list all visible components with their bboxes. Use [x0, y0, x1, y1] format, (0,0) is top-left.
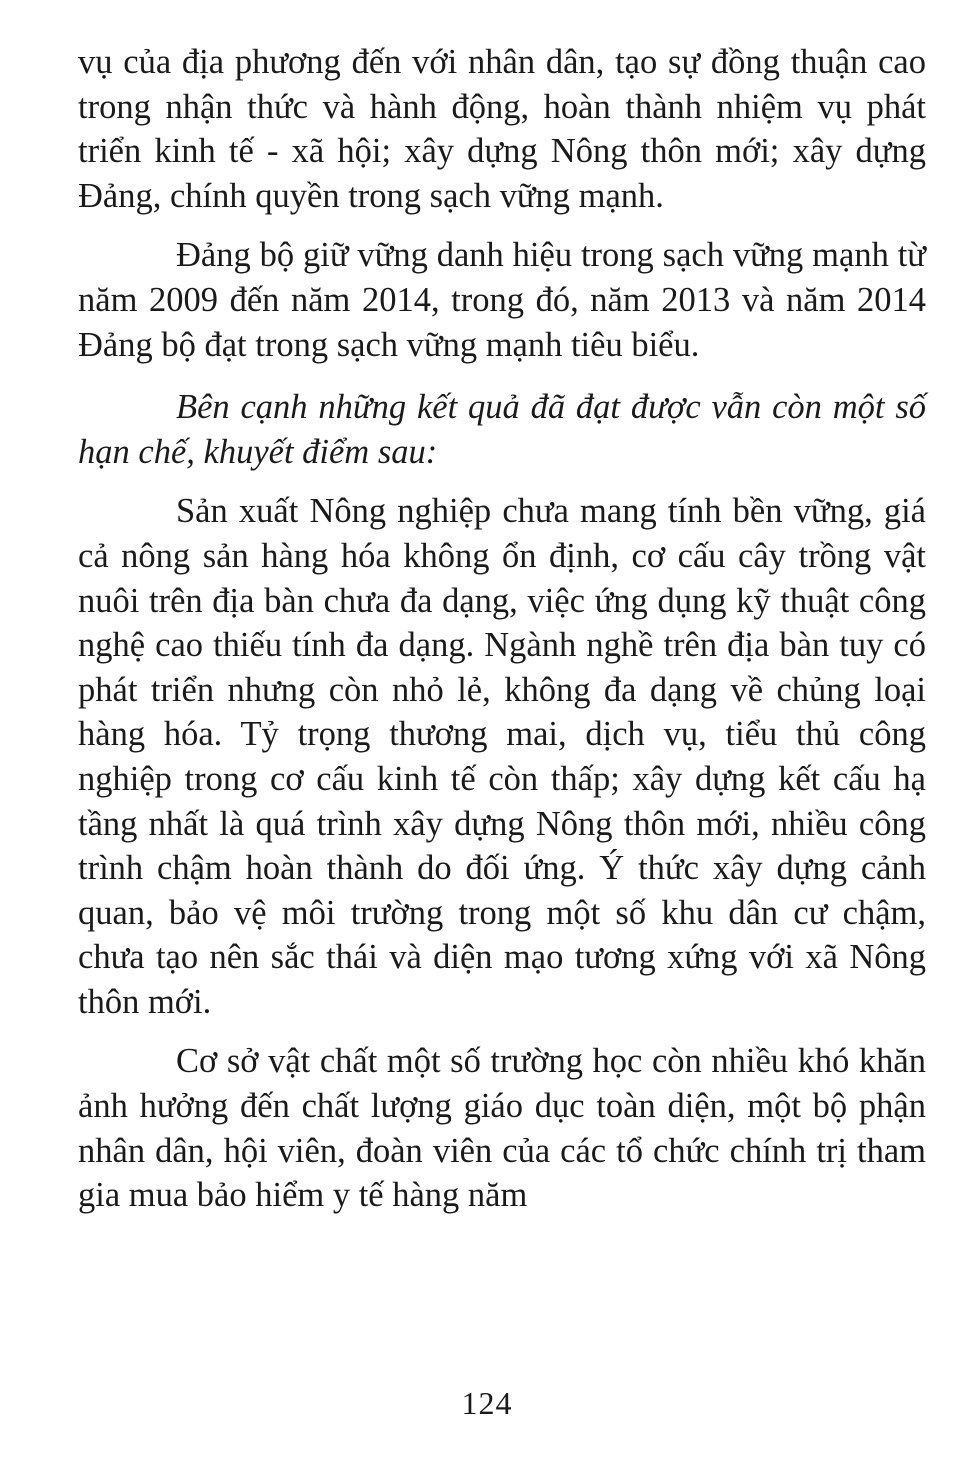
paragraph-agriculture: Sản xuất Nông nghiệp chưa mang tính bền vững, giá cả nông sản hàng hóa không ổn định, cơ cấu cây trồng vật nuôi trên địa bàn chưa đa dạng, việc ứng dụng kỹ thuật công nghệ cao thiếu tính đa dạng. Ngành nghề trên địa bàn tuy có phát triển nhưng còn nhỏ lẻ, không đa dạng về chủng loại hàng hóa. Tỷ trọng thương mai, dịch vụ, tiểu thủ công nghiệp trong cơ cấu kinh tế còn thấp; xây dựng kết cấu hạ tầng nhất là quá trình xây dựng Nông thôn mới, nhiều công trình chậm hoàn thành do đối ứng. Ý thức xây dựng cảnh quan, bảo vệ môi trường trong một số khu dân cư chậm, chưa tạo nên sắc thái và diện mạo tương xứng với xã Nông thôn mới.	[78, 492, 926, 1021]
body-text	[78, 40, 926, 1218]
paragraph-party-committee: Đảng bộ giữ vững danh hiệu trong sạch vững mạnh từ năm 2009 đến năm 2014, trong đó, năm 2013 và năm 2014 Đảng bộ đạt trong sạch vững mạnh tiêu biểu.	[78, 236, 926, 364]
paragraph-limitations-heading: Bên cạnh những kết quả đã đạt được vẫn còn một số hạn chế, khuyết điểm sau:	[78, 388, 926, 471]
paragraph-continuation: vụ của địa phương đến với nhân dân, tạo sự đồng thuận cao trong nhận thức và hành động, hoàn thành nhiệm vụ phát triển kinh tế - xã hội; xây dựng Nông thôn mới; xây dựng Đảng, chính quyền trong sạch vững mạnh.	[78, 43, 926, 215]
paragraph-schools: Cơ sở vật chất một số trường học còn nhiều khó khăn ảnh hưởng đến chất lượng giáo dục toàn diện, một bộ phận nhân dân, hội viên, đoàn viên của các tổ chức chính trị tham gia mua bảo hiểm y tế hàng năm	[78, 1042, 926, 1215]
page-number: 124	[461, 1385, 513, 1421]
